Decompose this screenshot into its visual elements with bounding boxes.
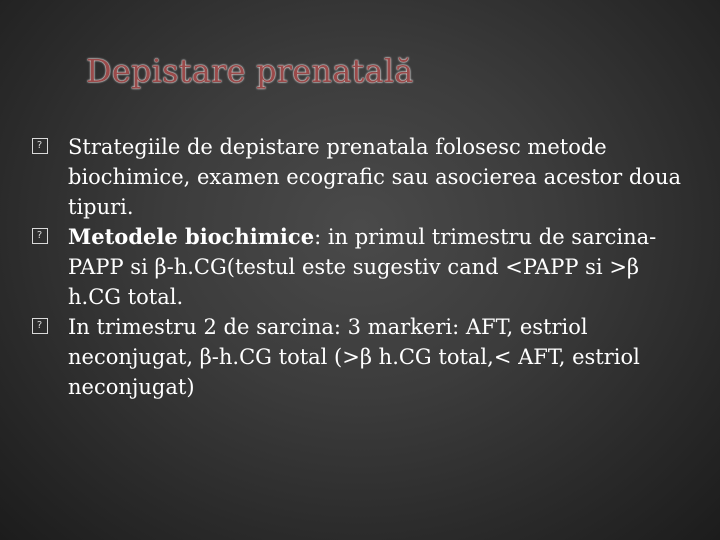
bullet-text: In trimestru 2 de sarcina: 3 markeri: AFT, estriol neconjugat, β-h.CG total (>β h.CG total,< AFT, estriol neconjugat) xyxy=(68,315,640,399)
bullet-item xyxy=(32,222,692,312)
bullet-bold-text: Metodele biochimice xyxy=(68,224,315,249)
bullet-item xyxy=(32,132,692,222)
bullet-list xyxy=(32,132,692,402)
bullet-item xyxy=(32,312,692,402)
bullet-marker-icon xyxy=(32,318,48,334)
bullet-marker-icon xyxy=(32,228,48,244)
slide-title: Depistare prenatală xyxy=(86,52,414,90)
bullet-text: Strategiile de depistare prenatala folosesc metode biochimice, examen ecografic sau asocierea acestor doua tipuri. xyxy=(68,135,681,219)
bullet-text: : in primul trimestru de sarcina-PAPP si β-h.CG(testul este sugestiv cand <PAPP si >β h.CG total. xyxy=(68,225,657,309)
bullet-marker-icon xyxy=(32,138,48,154)
